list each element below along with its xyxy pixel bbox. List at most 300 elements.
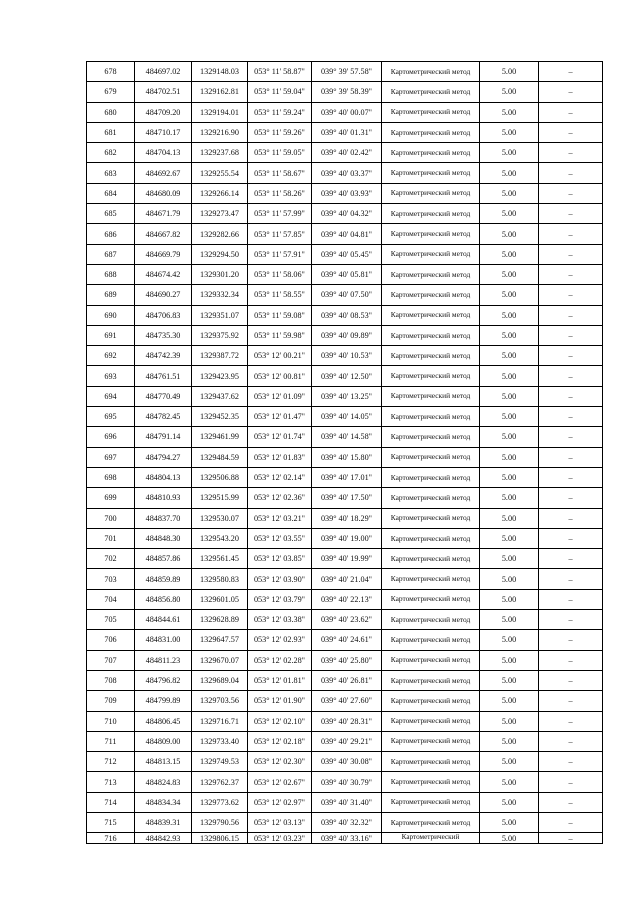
cell-point-number: 714 <box>87 792 135 812</box>
cell-method: Картометрический метод <box>382 772 480 792</box>
cell-x-coordinate: 484770.49 <box>135 386 192 406</box>
cell-point-number: 687 <box>87 244 135 264</box>
cell-note: – <box>539 407 603 427</box>
cell-x-coordinate: 484848.30 <box>135 528 192 548</box>
cell-latitude: 053° 12' 01.83" <box>248 447 312 467</box>
cell-y-coordinate: 1329806.15 <box>192 833 248 844</box>
cell-y-coordinate: 1329375.92 <box>192 325 248 345</box>
cell-y-coordinate: 1329543.20 <box>192 528 248 548</box>
cell-longitude: 039° 40' 09.89" <box>312 325 382 345</box>
cell-note: – <box>539 508 603 528</box>
cell-latitude: 053° 12' 01.09" <box>248 386 312 406</box>
cell-note: – <box>539 812 603 832</box>
table-row <box>87 650 603 670</box>
cell-accuracy: 5.00 <box>480 285 539 305</box>
coordinates-table <box>86 61 603 844</box>
cell-y-coordinate: 1329216.90 <box>192 122 248 142</box>
cell-y-coordinate: 1329749.53 <box>192 752 248 772</box>
cell-x-coordinate: 484742.39 <box>135 346 192 366</box>
cell-x-coordinate: 484839.31 <box>135 812 192 832</box>
cell-y-coordinate: 1329733.40 <box>192 731 248 751</box>
cell-accuracy: 5.00 <box>480 752 539 772</box>
cell-longitude: 039° 40' 19.99" <box>312 549 382 569</box>
cell-y-coordinate: 1329423.95 <box>192 366 248 386</box>
cell-y-coordinate: 1329530.07 <box>192 508 248 528</box>
cell-latitude: 053° 11' 59.05" <box>248 143 312 163</box>
cell-method: Картометрический метод <box>382 325 480 345</box>
cell-y-coordinate: 1329484.59 <box>192 447 248 467</box>
cell-latitude: 053° 12' 02.28" <box>248 650 312 670</box>
cell-longitude: 039° 40' 14.05" <box>312 407 382 427</box>
cell-longitude: 039° 39' 58.39" <box>312 82 382 102</box>
table-row <box>87 488 603 508</box>
table-row <box>87 163 603 183</box>
cell-longitude: 039° 40' 22.13" <box>312 589 382 609</box>
cell-y-coordinate: 1329647.57 <box>192 630 248 650</box>
cell-method: Картометрический метод <box>382 82 480 102</box>
cell-point-number: 710 <box>87 711 135 731</box>
cell-point-number: 701 <box>87 528 135 548</box>
cell-accuracy: 5.00 <box>480 427 539 447</box>
table-row <box>87 812 603 832</box>
cell-longitude: 039° 40' 24.61" <box>312 630 382 650</box>
cell-accuracy: 5.00 <box>480 833 539 844</box>
cell-latitude: 053° 12' 03.23" <box>248 833 312 844</box>
cell-x-coordinate: 484811.23 <box>135 650 192 670</box>
cell-accuracy: 5.00 <box>480 366 539 386</box>
cell-longitude: 039° 40' 08.53" <box>312 305 382 325</box>
cell-latitude: 053° 12' 02.93" <box>248 630 312 650</box>
cell-latitude: 053° 11' 59.04" <box>248 82 312 102</box>
cell-point-number: 707 <box>87 650 135 670</box>
cell-longitude: 039° 40' 33.16" <box>312 833 382 844</box>
cell-x-coordinate: 484844.61 <box>135 610 192 630</box>
cell-point-number: 686 <box>87 224 135 244</box>
cell-longitude: 039° 40' 14.58" <box>312 427 382 447</box>
cell-x-coordinate: 484690.27 <box>135 285 192 305</box>
cell-point-number: 713 <box>87 772 135 792</box>
cell-method: Картометрический метод <box>382 610 480 630</box>
cell-latitude: 053° 12' 01.90" <box>248 691 312 711</box>
cell-y-coordinate: 1329282.66 <box>192 224 248 244</box>
cell-latitude: 053° 12' 01.81" <box>248 670 312 690</box>
cell-note: – <box>539 224 603 244</box>
table-row <box>87 691 603 711</box>
cell-y-coordinate: 1329580.83 <box>192 569 248 589</box>
cell-y-coordinate: 1329273.47 <box>192 204 248 224</box>
cell-method: Картометрический метод <box>382 183 480 203</box>
cell-note: – <box>539 285 603 305</box>
cell-latitude: 053° 12' 03.13" <box>248 812 312 832</box>
cell-x-coordinate: 484831.00 <box>135 630 192 650</box>
cell-y-coordinate: 1329561.45 <box>192 549 248 569</box>
cell-x-coordinate: 484794.27 <box>135 447 192 467</box>
cell-latitude: 053° 11' 59.98" <box>248 325 312 345</box>
cell-latitude: 053° 12' 02.10" <box>248 711 312 731</box>
cell-accuracy: 5.00 <box>480 488 539 508</box>
cell-longitude: 039° 40' 10.53" <box>312 346 382 366</box>
cell-longitude: 039° 40' 04.32" <box>312 204 382 224</box>
cell-note: – <box>539 467 603 487</box>
table-row <box>87 528 603 548</box>
cell-accuracy: 5.00 <box>480 447 539 467</box>
cell-y-coordinate: 1329237.68 <box>192 143 248 163</box>
table-row <box>87 610 603 630</box>
table-row <box>87 122 603 142</box>
cell-y-coordinate: 1329762.37 <box>192 772 248 792</box>
cell-latitude: 053° 12' 02.30" <box>248 752 312 772</box>
cell-x-coordinate: 484809.00 <box>135 731 192 751</box>
cell-note: – <box>539 183 603 203</box>
cell-y-coordinate: 1329351.07 <box>192 305 248 325</box>
table-row <box>87 670 603 690</box>
cell-longitude: 039° 40' 05.81" <box>312 264 382 284</box>
cell-latitude: 053° 11' 57.85" <box>248 224 312 244</box>
cell-point-number: 683 <box>87 163 135 183</box>
cell-latitude: 053° 11' 58.55" <box>248 285 312 305</box>
cell-accuracy: 5.00 <box>480 549 539 569</box>
cell-note: – <box>539 122 603 142</box>
cell-note: – <box>539 670 603 690</box>
cell-point-number: 715 <box>87 812 135 832</box>
cell-point-number: 699 <box>87 488 135 508</box>
cell-method: Картометрический метод <box>382 467 480 487</box>
table-row <box>87 549 603 569</box>
cell-method: Картометрический метод <box>382 204 480 224</box>
cell-x-coordinate: 484834.34 <box>135 792 192 812</box>
table-row <box>87 102 603 122</box>
cell-accuracy: 5.00 <box>480 589 539 609</box>
table-row <box>87 285 603 305</box>
cell-note: – <box>539 163 603 183</box>
cell-latitude: 053° 12' 02.18" <box>248 731 312 751</box>
cell-accuracy: 5.00 <box>480 528 539 548</box>
cell-method: Картометрический метод <box>382 630 480 650</box>
cell-point-number: 684 <box>87 183 135 203</box>
cell-x-coordinate: 484702.51 <box>135 82 192 102</box>
cell-method: Картометрический метод <box>382 407 480 427</box>
cell-longitude: 039° 40' 23.62" <box>312 610 382 630</box>
cell-point-number: 695 <box>87 407 135 427</box>
table-row <box>87 244 603 264</box>
table-row <box>87 143 603 163</box>
cell-accuracy: 5.00 <box>480 711 539 731</box>
cell-latitude: 053° 12' 02.14" <box>248 467 312 487</box>
cell-note: – <box>539 610 603 630</box>
cell-x-coordinate: 484782.45 <box>135 407 192 427</box>
cell-accuracy: 5.00 <box>480 244 539 264</box>
cell-x-coordinate: 484669.79 <box>135 244 192 264</box>
cell-longitude: 039° 40' 27.60" <box>312 691 382 711</box>
cell-y-coordinate: 1329773.62 <box>192 792 248 812</box>
cell-point-number: 678 <box>87 62 135 82</box>
cell-longitude: 039° 40' 12.50" <box>312 366 382 386</box>
cell-note: – <box>539 528 603 548</box>
cell-accuracy: 5.00 <box>480 82 539 102</box>
cell-note: – <box>539 549 603 569</box>
cell-latitude: 053° 12' 00.81" <box>248 366 312 386</box>
cell-point-number: 690 <box>87 305 135 325</box>
cell-note: – <box>539 711 603 731</box>
cell-y-coordinate: 1329689.04 <box>192 670 248 690</box>
cell-longitude: 039° 40' 32.32" <box>312 812 382 832</box>
cell-point-number: 681 <box>87 122 135 142</box>
cell-point-number: 706 <box>87 630 135 650</box>
cell-x-coordinate: 484761.51 <box>135 366 192 386</box>
cell-latitude: 053° 12' 03.38" <box>248 610 312 630</box>
cell-point-number: 682 <box>87 143 135 163</box>
cell-x-coordinate: 484735.30 <box>135 325 192 345</box>
cell-x-coordinate: 484697.02 <box>135 62 192 82</box>
table-row <box>87 62 603 82</box>
cell-accuracy: 5.00 <box>480 346 539 366</box>
cell-y-coordinate: 1329703.56 <box>192 691 248 711</box>
cell-x-coordinate: 484692.67 <box>135 163 192 183</box>
cell-accuracy: 5.00 <box>480 143 539 163</box>
cell-longitude: 039° 40' 04.81" <box>312 224 382 244</box>
table-row <box>87 427 603 447</box>
cell-accuracy: 5.00 <box>480 163 539 183</box>
cell-point-number: 692 <box>87 346 135 366</box>
cell-accuracy: 5.00 <box>480 610 539 630</box>
table-row <box>87 508 603 528</box>
cell-latitude: 053° 12' 02.97" <box>248 792 312 812</box>
cell-note: – <box>539 366 603 386</box>
cell-longitude: 039° 40' 01.31" <box>312 122 382 142</box>
cell-note: – <box>539 691 603 711</box>
cell-latitude: 053° 11' 57.91" <box>248 244 312 264</box>
cell-latitude: 053° 11' 59.26" <box>248 122 312 142</box>
cell-longitude: 039° 40' 18.29" <box>312 508 382 528</box>
cell-accuracy: 5.00 <box>480 650 539 670</box>
cell-latitude: 053° 12' 03.55" <box>248 528 312 548</box>
cell-method: Картометрический метод <box>382 224 480 244</box>
cell-point-number: 716 <box>87 833 135 844</box>
cell-accuracy: 5.00 <box>480 812 539 832</box>
table-row <box>87 183 603 203</box>
cell-method: Картометрический метод <box>382 386 480 406</box>
cell-point-number: 711 <box>87 731 135 751</box>
cell-note: – <box>539 630 603 650</box>
cell-latitude: 053° 11' 58.06" <box>248 264 312 284</box>
cell-method: Картометрический метод <box>382 122 480 142</box>
table-row <box>87 366 603 386</box>
cell-longitude: 039° 40' 05.45" <box>312 244 382 264</box>
cell-method: Картометрический метод <box>382 569 480 589</box>
cell-longitude: 039° 40' 15.80" <box>312 447 382 467</box>
cell-longitude: 039° 40' 31.40" <box>312 792 382 812</box>
cell-longitude: 039° 40' 13.25" <box>312 386 382 406</box>
cell-x-coordinate: 484837.70 <box>135 508 192 528</box>
cell-y-coordinate: 1329452.35 <box>192 407 248 427</box>
table-row <box>87 386 603 406</box>
cell-point-number: 688 <box>87 264 135 284</box>
cell-point-number: 705 <box>87 610 135 630</box>
cell-method: Картометрический метод <box>382 812 480 832</box>
cell-accuracy: 5.00 <box>480 102 539 122</box>
table-row <box>87 407 603 427</box>
cell-point-number: 689 <box>87 285 135 305</box>
cell-x-coordinate: 484704.13 <box>135 143 192 163</box>
cell-x-coordinate: 484680.09 <box>135 183 192 203</box>
cell-longitude: 039° 40' 30.08" <box>312 752 382 772</box>
cell-method: Картометрический метод <box>382 711 480 731</box>
cell-method: Картометрический метод <box>382 244 480 264</box>
cell-accuracy: 5.00 <box>480 670 539 690</box>
cell-y-coordinate: 1329266.14 <box>192 183 248 203</box>
cell-note: – <box>539 752 603 772</box>
cell-note: – <box>539 204 603 224</box>
table-row <box>87 224 603 244</box>
cell-y-coordinate: 1329716.71 <box>192 711 248 731</box>
table-row <box>87 731 603 751</box>
cell-x-coordinate: 484806.45 <box>135 711 192 731</box>
cell-latitude: 053° 12' 03.21" <box>248 508 312 528</box>
cell-y-coordinate: 1329515.99 <box>192 488 248 508</box>
cell-accuracy: 5.00 <box>480 772 539 792</box>
cell-latitude: 053° 12' 02.36" <box>248 488 312 508</box>
cell-accuracy: 5.00 <box>480 183 539 203</box>
cell-latitude: 053° 12' 03.85" <box>248 549 312 569</box>
cell-y-coordinate: 1329255.54 <box>192 163 248 183</box>
table-row <box>87 204 603 224</box>
cell-method: Картометрический метод <box>382 549 480 569</box>
cell-method: Картометрический метод <box>382 285 480 305</box>
cell-latitude: 053° 12' 01.47" <box>248 407 312 427</box>
cell-note: – <box>539 589 603 609</box>
cell-method: Картометрический метод <box>382 62 480 82</box>
cell-accuracy: 5.00 <box>480 407 539 427</box>
cell-latitude: 053° 11' 59.08" <box>248 305 312 325</box>
cell-point-number: 680 <box>87 102 135 122</box>
cell-longitude: 039° 40' 25.80" <box>312 650 382 670</box>
cell-method: Картометрический метод <box>382 264 480 284</box>
cell-latitude: 053° 12' 03.90" <box>248 569 312 589</box>
cell-method: Картометрический метод <box>382 650 480 670</box>
cell-point-number: 679 <box>87 82 135 102</box>
cell-x-coordinate: 484824.83 <box>135 772 192 792</box>
cell-latitude: 053° 12' 03.79" <box>248 589 312 609</box>
cell-accuracy: 5.00 <box>480 305 539 325</box>
cell-method: Картометрический метод <box>382 143 480 163</box>
cell-point-number: 700 <box>87 508 135 528</box>
cell-x-coordinate: 484667.82 <box>135 224 192 244</box>
cell-note: – <box>539 82 603 102</box>
cell-latitude: 053° 11' 59.24" <box>248 102 312 122</box>
cell-method: Картометрический метод <box>382 508 480 528</box>
cell-x-coordinate: 484856.80 <box>135 589 192 609</box>
cell-longitude: 039° 40' 17.50" <box>312 488 382 508</box>
cell-note: – <box>539 244 603 264</box>
table-row <box>87 833 603 844</box>
cell-method: Картометрический <box>382 833 480 844</box>
cell-note: – <box>539 264 603 284</box>
cell-note: – <box>539 731 603 751</box>
cell-y-coordinate: 1329437.62 <box>192 386 248 406</box>
cell-accuracy: 5.00 <box>480 731 539 751</box>
cell-longitude: 039° 40' 28.31" <box>312 711 382 731</box>
cell-method: Картометрический метод <box>382 589 480 609</box>
cell-point-number: 696 <box>87 427 135 447</box>
cell-y-coordinate: 1329670.07 <box>192 650 248 670</box>
cell-note: – <box>539 143 603 163</box>
cell-y-coordinate: 1329790.56 <box>192 812 248 832</box>
cell-accuracy: 5.00 <box>480 224 539 244</box>
cell-latitude: 053° 11' 58.67" <box>248 163 312 183</box>
cell-note: – <box>539 386 603 406</box>
cell-y-coordinate: 1329294.50 <box>192 244 248 264</box>
cell-x-coordinate: 484709.20 <box>135 102 192 122</box>
cell-accuracy: 5.00 <box>480 691 539 711</box>
coordinates-table-body <box>87 62 603 844</box>
cell-note: – <box>539 488 603 508</box>
cell-note: – <box>539 427 603 447</box>
cell-x-coordinate: 484706.83 <box>135 305 192 325</box>
cell-method: Картометрический метод <box>382 102 480 122</box>
cell-longitude: 039° 40' 07.50" <box>312 285 382 305</box>
table-row <box>87 346 603 366</box>
cell-accuracy: 5.00 <box>480 325 539 345</box>
cell-longitude: 039° 40' 17.01" <box>312 467 382 487</box>
cell-y-coordinate: 1329387.72 <box>192 346 248 366</box>
cell-x-coordinate: 484859.89 <box>135 569 192 589</box>
cell-accuracy: 5.00 <box>480 386 539 406</box>
cell-longitude: 039° 40' 03.37" <box>312 163 382 183</box>
cell-accuracy: 5.00 <box>480 792 539 812</box>
cell-longitude: 039° 39' 57.58" <box>312 62 382 82</box>
cell-note: – <box>539 62 603 82</box>
table-row <box>87 772 603 792</box>
cell-note: – <box>539 833 603 844</box>
cell-latitude: 053° 11' 57.99" <box>248 204 312 224</box>
cell-point-number: 691 <box>87 325 135 345</box>
cell-note: – <box>539 792 603 812</box>
cell-accuracy: 5.00 <box>480 630 539 650</box>
cell-y-coordinate: 1329601.05 <box>192 589 248 609</box>
table-row <box>87 630 603 650</box>
table-row <box>87 467 603 487</box>
cell-point-number: 685 <box>87 204 135 224</box>
table-row <box>87 82 603 102</box>
cell-longitude: 039° 40' 00.07" <box>312 102 382 122</box>
cell-method: Картометрический метод <box>382 670 480 690</box>
cell-method: Картометрический метод <box>382 488 480 508</box>
cell-y-coordinate: 1329628.89 <box>192 610 248 630</box>
cell-note: – <box>539 346 603 366</box>
cell-method: Картометрический метод <box>382 305 480 325</box>
cell-method: Картометрический метод <box>382 691 480 711</box>
cell-accuracy: 5.00 <box>480 467 539 487</box>
cell-accuracy: 5.00 <box>480 62 539 82</box>
cell-y-coordinate: 1329194.01 <box>192 102 248 122</box>
cell-point-number: 712 <box>87 752 135 772</box>
cell-x-coordinate: 484799.89 <box>135 691 192 711</box>
cell-longitude: 039° 40' 03.93" <box>312 183 382 203</box>
cell-note: – <box>539 772 603 792</box>
cell-x-coordinate: 484674.42 <box>135 264 192 284</box>
cell-accuracy: 5.00 <box>480 508 539 528</box>
cell-method: Картометрический метод <box>382 346 480 366</box>
cell-method: Картометрический метод <box>382 792 480 812</box>
table-row <box>87 305 603 325</box>
cell-y-coordinate: 1329301.20 <box>192 264 248 284</box>
cell-latitude: 053° 12' 02.67" <box>248 772 312 792</box>
cell-method: Картометрический метод <box>382 366 480 386</box>
cell-x-coordinate: 484804.13 <box>135 467 192 487</box>
cell-longitude: 039° 40' 19.00" <box>312 528 382 548</box>
cell-point-number: 703 <box>87 569 135 589</box>
cell-point-number: 704 <box>87 589 135 609</box>
